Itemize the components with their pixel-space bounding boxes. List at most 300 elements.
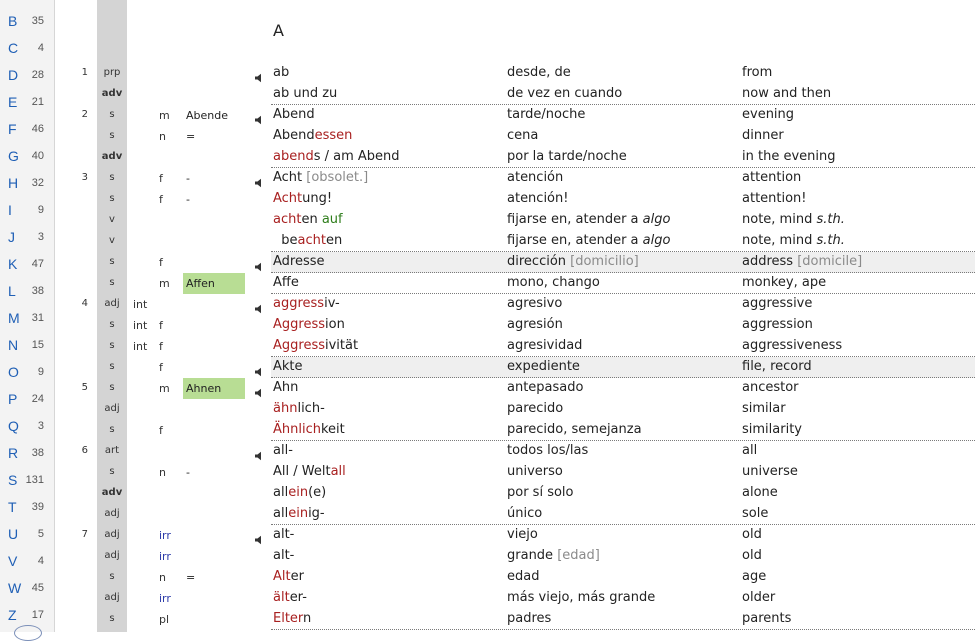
text-segment: en <box>301 212 322 227</box>
letter-count: 17 <box>31 609 44 621</box>
letter-link[interactable]: U <box>8 526 19 542</box>
letter-link[interactable]: K <box>8 256 18 272</box>
text-segment: s.th. <box>816 212 845 227</box>
text-segment: all <box>330 464 346 479</box>
text-segment: now and then <box>742 86 832 101</box>
letter-link[interactable]: F <box>8 121 17 137</box>
text-segment: Aggress <box>273 317 325 332</box>
plural-form <box>183 63 245 84</box>
part-of-speech: adj <box>104 550 120 561</box>
letter-link[interactable]: B <box>8 13 18 29</box>
text-segment: Abend <box>273 128 315 143</box>
english-translation <box>742 380 799 395</box>
text-segment: Elter <box>273 611 304 626</box>
german-term <box>273 422 345 437</box>
english-translation <box>742 191 807 206</box>
text-segment: acht <box>273 212 302 227</box>
spanish-translation <box>507 128 538 143</box>
spanish-translation <box>507 548 600 563</box>
text-segment: file, record <box>742 359 812 374</box>
part-of-speech: s <box>109 382 115 393</box>
text-segment: Ähnlich <box>273 422 321 437</box>
table-row <box>0 525 976 546</box>
german-term <box>273 212 343 227</box>
english-translation <box>742 86 831 101</box>
speaker-icon[interactable] <box>254 257 264 267</box>
text-segment: ein <box>288 506 309 521</box>
spanish-translation <box>507 233 670 248</box>
letter-link[interactable]: M <box>8 310 20 326</box>
english-translation <box>742 233 845 248</box>
german-term <box>273 86 337 101</box>
table-row <box>0 546 976 567</box>
text-segment: sole <box>742 506 769 521</box>
english-translation <box>742 443 757 458</box>
part-of-speech: s <box>109 172 115 183</box>
plural-form <box>183 546 245 567</box>
part-of-speech: adj <box>104 529 120 540</box>
table-row <box>0 105 976 126</box>
text-segment: Affe <box>273 275 299 290</box>
spanish-translation <box>507 317 563 332</box>
letter-link[interactable]: O <box>8 364 19 380</box>
text-segment: monkey, ape <box>742 275 827 290</box>
text-segment: dinner <box>742 128 784 143</box>
text-segment: edad <box>507 569 540 584</box>
text-segment: all- <box>273 443 293 458</box>
letter-link[interactable]: D <box>8 67 19 83</box>
letter-count: 9 <box>37 204 44 216</box>
letter-count: 39 <box>31 501 44 513</box>
english-translation <box>742 275 826 290</box>
english-translation <box>742 611 791 626</box>
text-segment: ancestor <box>742 380 799 395</box>
text-segment: universo <box>507 464 563 479</box>
text-segment: attention <box>742 170 802 185</box>
letter-count: 35 <box>31 15 44 27</box>
spanish-translation <box>507 359 580 374</box>
letter-link[interactable]: C <box>8 40 19 56</box>
letter-link[interactable]: E <box>8 94 18 110</box>
text-segment: [domicile] <box>797 254 863 269</box>
speaker-icon[interactable] <box>254 68 264 78</box>
text-segment: agresivo <box>507 296 563 311</box>
spanish-translation <box>507 338 582 353</box>
text-segment: [edad] <box>557 548 600 563</box>
letter-count: 28 <box>31 69 44 81</box>
speaker-icon[interactable] <box>254 173 264 183</box>
text-segment: [obsolet.] <box>306 170 369 185</box>
text-segment: evening <box>742 107 795 122</box>
letter-link[interactable]: V <box>8 553 18 569</box>
entry-number: 4 <box>81 298 88 309</box>
part-of-speech: s <box>109 109 115 120</box>
text-segment: note, mind <box>742 233 817 248</box>
text-segment: padres <box>507 611 552 626</box>
english-translation <box>742 149 835 164</box>
text-segment: in the evening <box>742 149 836 164</box>
english-translation <box>742 317 813 332</box>
speaker-icon[interactable] <box>254 362 264 372</box>
gender-marker: n <box>159 130 166 143</box>
letter-link[interactable]: H <box>8 175 19 191</box>
spanish-translation <box>507 212 670 227</box>
english-translation <box>742 359 812 374</box>
english-translation <box>742 569 766 584</box>
text-segment: atención <box>507 170 564 185</box>
text-segment: universe <box>742 464 798 479</box>
gender-marker: n <box>159 571 166 584</box>
letter-count: 3 <box>37 231 44 243</box>
letter-link[interactable]: N <box>8 337 19 353</box>
plural-form: - <box>186 193 190 206</box>
text-segment: age <box>742 569 767 584</box>
german-term <box>273 107 315 122</box>
text-segment: mono, chango <box>507 275 600 290</box>
speaker-icon[interactable] <box>254 299 264 309</box>
letter-index-item[interactable] <box>0 9 54 36</box>
spanish-translation <box>507 296 562 311</box>
letter-link[interactable]: I <box>8 202 12 218</box>
text-segment: parecido <box>507 401 564 416</box>
letter-count: 3 <box>37 420 44 432</box>
gender-marker: irr <box>159 550 171 563</box>
german-term <box>273 338 358 353</box>
speaker-icon[interactable] <box>254 383 264 393</box>
plural-form <box>183 252 245 273</box>
table-row <box>0 399 976 420</box>
letter-link[interactable]: P <box>8 391 18 407</box>
part-of-speech: adj <box>104 403 120 414</box>
row-separator <box>271 251 975 252</box>
text-segment: be <box>273 233 298 248</box>
text-segment: agresividad <box>507 338 583 353</box>
part-of-speech: prp <box>103 67 121 78</box>
entry-number: 5 <box>81 382 88 393</box>
text-segment: all <box>273 485 289 500</box>
plural-form <box>183 420 245 441</box>
german-term <box>273 548 294 563</box>
letter-link[interactable]: L <box>8 283 16 299</box>
gender-marker: irr <box>159 529 171 542</box>
plural-form <box>183 315 245 336</box>
letter-link[interactable]: J <box>8 229 15 245</box>
spanish-translation <box>507 464 563 479</box>
text-segment: aggress <box>273 296 325 311</box>
table-row <box>0 378 976 399</box>
german-term <box>273 170 368 185</box>
text-segment: alt- <box>273 548 295 563</box>
letter-count: 5 <box>37 528 44 540</box>
gender-marker: f <box>159 256 163 269</box>
plural-form <box>183 504 245 525</box>
text-segment: Akte <box>273 359 303 374</box>
gender-marker: pl <box>159 613 170 626</box>
text-segment: s.th. <box>816 233 845 248</box>
text-segment: grande <box>507 548 558 563</box>
plural-form: = <box>186 571 196 584</box>
text-segment: from <box>742 65 773 80</box>
english-translation <box>742 107 794 122</box>
letter-link[interactable]: T <box>8 499 17 515</box>
entry-number: 6 <box>81 445 88 456</box>
row-separator <box>271 629 975 630</box>
text-segment: por la tarde/noche <box>507 149 627 164</box>
gender-marker: f <box>159 340 163 353</box>
part-of-speech: art <box>104 445 120 456</box>
english-translation <box>742 296 812 311</box>
plural-form: Abende <box>186 109 228 122</box>
english-translation <box>742 590 775 605</box>
letter-index-item[interactable] <box>0 36 54 63</box>
part-of-speech: s <box>109 424 115 435</box>
english-translation <box>742 464 798 479</box>
spanish-translation <box>507 107 585 122</box>
text-segment: old <box>742 548 762 563</box>
letter-count: 45 <box>31 582 44 594</box>
table-row <box>0 147 976 168</box>
table-row <box>0 273 976 294</box>
text-segment: ält <box>273 590 290 605</box>
plural-form: - <box>186 172 190 185</box>
spanish-translation <box>507 380 583 395</box>
text-segment: abend <box>273 149 314 164</box>
plural-form <box>183 483 245 504</box>
german-term <box>273 65 289 80</box>
text-segment: aggressiveness <box>742 338 843 353</box>
table-row <box>0 63 976 84</box>
plural-form <box>183 84 245 105</box>
text-segment: er- <box>289 590 307 605</box>
entry-number: 2 <box>81 109 88 120</box>
letter-count: 32 <box>31 177 44 189</box>
part-of-speech: s <box>109 466 115 477</box>
text-segment: más viejo, más grande <box>507 590 656 605</box>
plural-form <box>183 525 245 546</box>
letter-link[interactable]: R <box>8 445 19 461</box>
german-term <box>273 380 298 395</box>
german-term <box>273 128 352 143</box>
text-segment: keit <box>320 422 345 437</box>
spanish-translation <box>507 170 563 185</box>
part-of-speech: s <box>109 256 115 267</box>
text-segment: de vez en cuando <box>507 86 623 101</box>
letter-count: 15 <box>31 339 44 351</box>
text-segment: essen <box>314 128 353 143</box>
text-segment: viejo <box>507 527 538 542</box>
speaker-icon[interactable] <box>254 446 264 456</box>
part-of-speech: v <box>109 214 115 225</box>
plural-form: = <box>186 130 196 143</box>
english-translation <box>742 65 772 80</box>
english-translation <box>742 422 802 437</box>
spanish-translation <box>507 443 588 458</box>
text-segment: ion <box>325 317 345 332</box>
text-segment: tarde/noche <box>507 107 586 122</box>
text-segment: auf <box>321 212 343 227</box>
part-of-speech: adj <box>104 298 120 309</box>
word-flag: int <box>133 340 148 353</box>
english-translation <box>742 485 778 500</box>
part-of-speech: v <box>109 235 115 246</box>
text-segment: n <box>303 611 312 626</box>
text-segment: [domicilio] <box>570 254 639 269</box>
plural-form <box>183 231 245 252</box>
german-term <box>273 464 346 479</box>
text-segment: alt- <box>273 527 295 542</box>
plural-form: Affen <box>183 273 245 294</box>
german-term <box>273 275 299 290</box>
entry-number: 1 <box>81 67 88 78</box>
text-segment: s / am Abend <box>313 149 400 164</box>
german-term <box>273 191 332 206</box>
spanish-translation <box>507 275 600 290</box>
speaker-icon[interactable] <box>254 110 264 120</box>
text-segment: ig- <box>308 506 325 521</box>
text-segment: parecido, semejanza <box>507 422 642 437</box>
letter-count: 38 <box>31 447 44 459</box>
table-row <box>0 84 976 105</box>
text-segment: desde, de <box>507 65 571 80</box>
entry-number: 7 <box>81 529 88 540</box>
letter-count: 131 <box>25 474 44 486</box>
text-segment: similarity <box>742 422 802 437</box>
letter-count: 4 <box>37 555 44 567</box>
spanish-translation <box>507 527 538 542</box>
table-row <box>0 336 976 357</box>
spanish-translation <box>507 569 539 584</box>
table-row <box>0 315 976 336</box>
letter-count: 40 <box>31 150 44 162</box>
text-segment: en <box>325 233 343 248</box>
gender-marker: m <box>159 382 170 395</box>
german-term <box>273 233 342 248</box>
german-term <box>273 485 326 500</box>
german-term <box>273 443 293 458</box>
gender-marker: f <box>159 193 163 206</box>
letter-count: 47 <box>31 258 44 270</box>
table-row <box>0 126 976 147</box>
text-segment: Ahn <box>273 380 299 395</box>
speaker-icon[interactable] <box>254 530 264 540</box>
text-segment: fijarse en, atender a <box>507 212 643 227</box>
part-of-speech: s <box>109 130 115 141</box>
text-segment: Alt <box>273 569 291 584</box>
text-segment: er <box>290 569 304 584</box>
plural-form <box>183 210 245 231</box>
gender-marker: f <box>159 361 163 374</box>
plural-form <box>183 441 245 462</box>
text-segment: dirección <box>507 254 571 269</box>
spanish-translation <box>507 65 571 80</box>
table-row <box>0 252 976 273</box>
spanish-translation <box>507 485 574 500</box>
text-segment: aggression <box>742 317 813 332</box>
gender-marker: m <box>159 109 170 122</box>
text-segment: similar <box>742 401 786 416</box>
letter-link[interactable]: Z <box>8 607 17 623</box>
english-translation <box>742 212 845 227</box>
text-segment: Acht <box>273 191 303 206</box>
part-of-speech: s <box>109 277 115 288</box>
text-segment: expediente <box>507 359 580 374</box>
gender-marker: f <box>159 172 163 185</box>
text-segment: all <box>273 506 289 521</box>
letter-count: 9 <box>37 366 44 378</box>
plural-form <box>183 336 245 357</box>
part-of-speech: s <box>109 613 115 624</box>
english-translation <box>742 338 842 353</box>
part-of-speech: s <box>109 361 115 372</box>
letter-link[interactable]: S <box>8 472 18 488</box>
part-of-speech: s <box>109 319 115 330</box>
word-flag: int <box>133 319 148 332</box>
spanish-translation <box>507 254 639 269</box>
text-segment: cena <box>507 128 539 143</box>
plural-form <box>183 399 245 420</box>
english-translation <box>742 506 768 521</box>
text-segment: all <box>742 443 758 458</box>
table-row <box>0 420 976 441</box>
spanish-translation <box>507 422 642 437</box>
table-row <box>0 231 976 252</box>
spanish-translation <box>507 149 627 164</box>
english-translation <box>742 401 786 416</box>
letter-link[interactable]: G <box>8 148 19 164</box>
letter-link[interactable]: W <box>8 580 22 596</box>
german-term <box>273 359 303 374</box>
section-heading: A <box>273 21 284 40</box>
letter-count: 38 <box>31 285 44 297</box>
german-term <box>273 506 325 521</box>
table-row <box>0 168 976 189</box>
table-row <box>0 357 976 378</box>
text-segment: agresión <box>507 317 563 332</box>
part-of-speech: adv <box>101 151 123 162</box>
text-segment: Acht <box>273 170 307 185</box>
text-segment: ung! <box>302 191 333 206</box>
spanish-translation <box>507 86 622 101</box>
plural-form <box>183 294 245 315</box>
text-segment: lich- <box>297 401 325 416</box>
letter-count: 24 <box>31 393 44 405</box>
part-of-speech: s <box>109 193 115 204</box>
row-separator <box>271 356 975 357</box>
gender-marker: irr <box>159 592 171 605</box>
text-segment: Adresse <box>273 254 325 269</box>
letter-link[interactable]: Q <box>8 418 19 434</box>
text-segment: todos los/las <box>507 443 589 458</box>
english-translation <box>742 548 762 563</box>
german-term <box>273 149 400 164</box>
part-of-speech: adv <box>101 88 123 99</box>
letter-count: 21 <box>31 96 44 108</box>
text-segment: ähn <box>273 401 298 416</box>
german-term <box>273 590 307 605</box>
row-highlight <box>271 357 975 378</box>
english-translation <box>742 527 762 542</box>
german-term <box>273 611 311 626</box>
plural-form <box>183 147 245 168</box>
german-term <box>273 296 340 311</box>
text-segment: parents <box>742 611 792 626</box>
part-of-speech: s <box>109 340 115 351</box>
table-row <box>0 189 976 210</box>
gender-marker: f <box>159 424 163 437</box>
table-row <box>0 483 976 504</box>
table-row <box>0 210 976 231</box>
german-term <box>273 401 325 416</box>
